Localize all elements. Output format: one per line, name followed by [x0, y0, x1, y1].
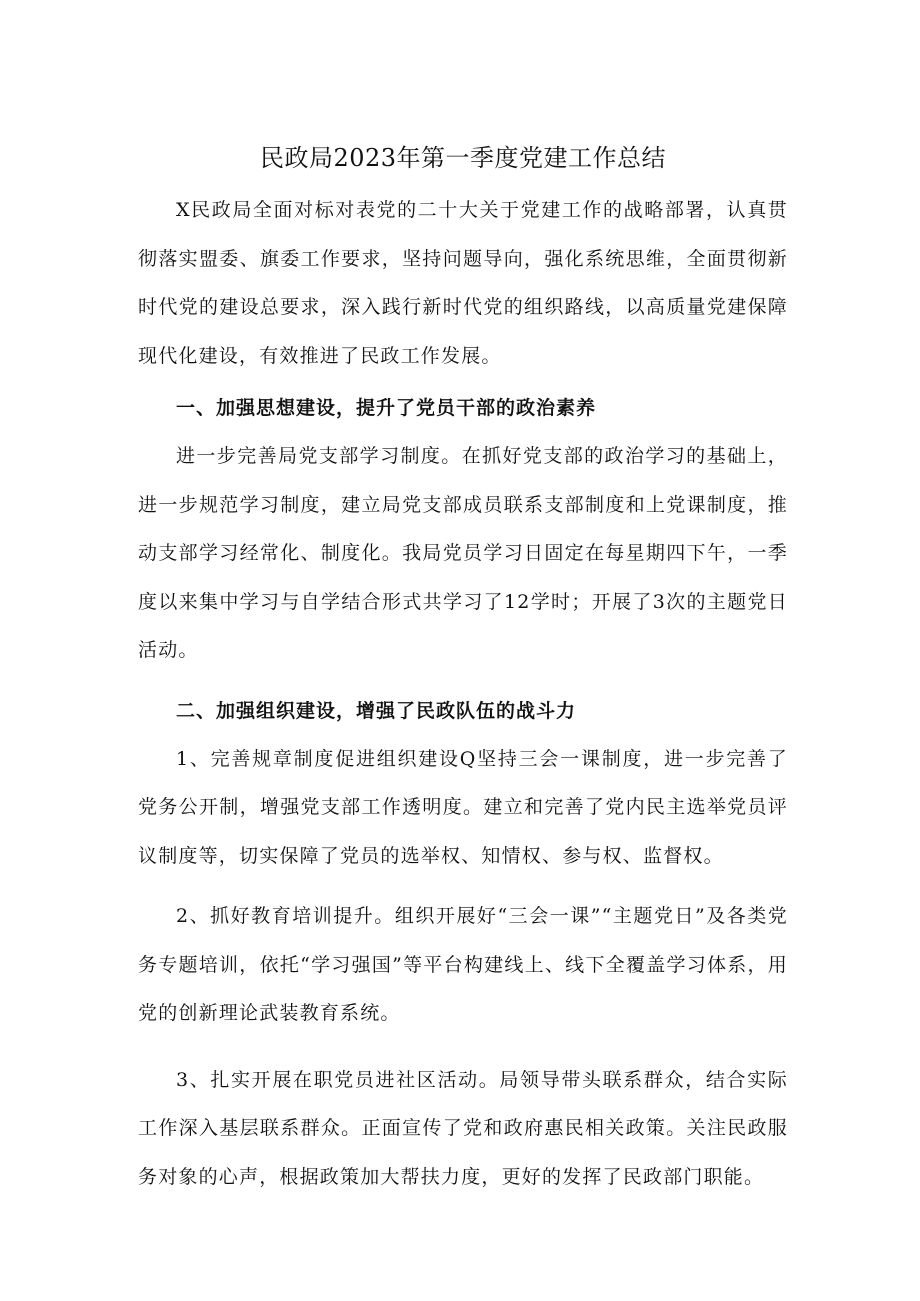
section-2-item-1: 1、完善规章制度促进组织建设Q坚持三会一课制度，进一步完善了党务公开制，增强党支部工作透明度。建立和完善了党内民主选举党员评议制度等，切实保障了党员的选举权、知情权、参与权、监督权。 [138, 747, 788, 867]
section-2-item-2: 2、抓好教育培训提升。组织开展好“三会一课”“主题党日”及各类党务专题培训，依托“学习强国”等平台构建线上、线下全覆盖学习体系，用党的创新理论武装教育系统。 [138, 905, 788, 1024]
section-1-heading: 一、加强思想建设，提升了党员干部的政治素养 [176, 397, 597, 419]
section-2-item-3: 3、扎实开展在职党员进社区活动。局领导带头联系群众，结合实际工作深入基层联系群众。正面宣传了党和政府惠民相关政策。关注民政服务对象的心声，根据政策加大帮扶力度，更好的发挥了民政部门职能。 [138, 1068, 788, 1188]
document-body [138, 138, 788, 1201]
intro-paragraph: X民政局全面对标对表党的二十大关于党建工作的战略部署，认真贯彻落实盟委、旗委工作要求，坚持问题导向，强化系统思维，全面贯彻新时代党的建设总要求，深入践行新时代党的组织路线，以高质量党建保障现代化建设，有效推进了民政工作发展。 [138, 199, 788, 367]
document-title: 民政局2023年第一季度党建工作总结 [259, 144, 667, 172]
spacer [138, 675, 788, 687]
spacer [138, 880, 788, 892]
section-2-heading: 二、加强组织建设，增强了民政队伍的战斗力 [176, 699, 577, 722]
spacer [138, 1038, 788, 1056]
section-1-paragraph: 进一步完善局党支部学习制度。在抓好党支部的政治学习的基础上，进一步规范学习制度，建立局党支部成员联系支部制度和上党课制度，推动支部学习经常化、制度化。我局党员学习日固定在每星期四下午，一季度以来集中学习与自学结合形式共学习了12学时；开展了3次的主题党日活动。 [138, 445, 788, 661]
